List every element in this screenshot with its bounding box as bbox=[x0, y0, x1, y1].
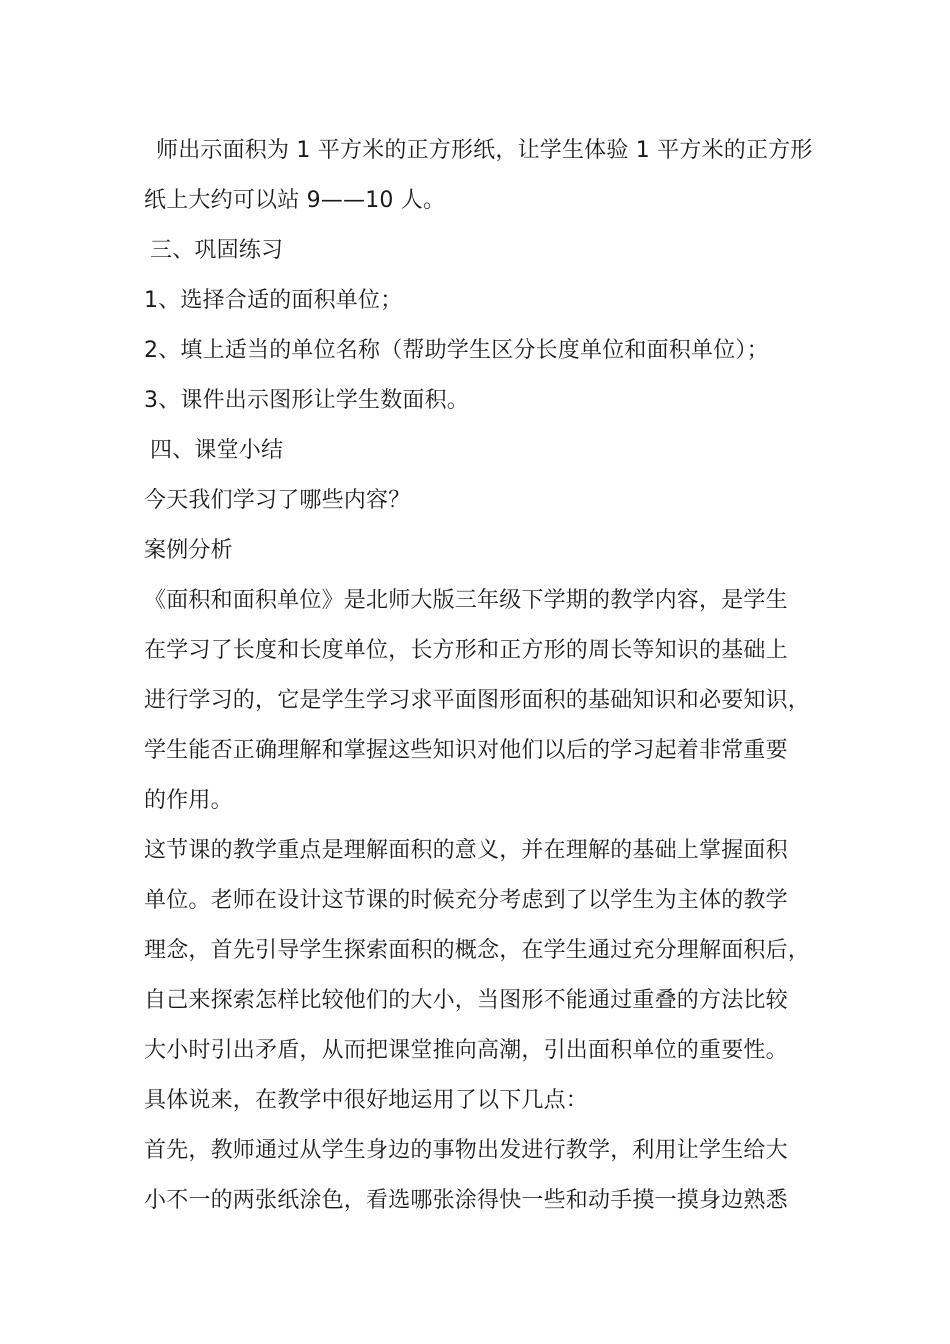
text-line: 具体说来，在教学中很好地运用了以下几点： bbox=[144, 1088, 589, 1113]
text-line: 理念，首先引导学生探索面积的概念，在学生通过充分理解面积后， bbox=[144, 938, 811, 963]
text-line: 首先，教师通过从学生身边的事物出发进行教学，利用让学生给大 bbox=[144, 1138, 788, 1163]
text-line: 自己来探索怎样比较他们的大小，当图形不能通过重叠的方法比较 bbox=[144, 988, 788, 1013]
section-heading: 案例分析 bbox=[144, 538, 233, 563]
text-line: 单位。老师在设计这节课的时候充分考虑到了以学生为主体的教学 bbox=[144, 888, 788, 913]
text-line: 学生能否正确理解和掌握这些知识对他们以后的学习起着非常重要 bbox=[144, 738, 788, 763]
list-item: 1、选择合适的面积单位； bbox=[144, 288, 403, 313]
text-line: 小不一的两张纸涂色，看选哪张涂得快一些和动手摸一摸身边熟悉 bbox=[144, 1188, 788, 1213]
text-line: 大小时引出矛盾，从而把课堂推向高潮，引出面积单位的重要性。 bbox=[144, 1038, 788, 1063]
text-line: 纸上大约可以站 9——10 人。 bbox=[144, 188, 446, 213]
text-line: 在学习了长度和长度单位，长方形和正方形的周长等知识的基础上 bbox=[144, 638, 788, 663]
document-body bbox=[144, 126, 824, 1226]
text-line: 今天我们学习了哪些内容？ bbox=[144, 488, 411, 513]
text-line: 进行学习的，它是学生学习求平面图形面积的基础知识和必要知识， bbox=[144, 688, 811, 713]
list-item: 3、课件出示图形让学生数面积。 bbox=[144, 388, 469, 413]
list-item: 2、填上适当的单位名称（帮助学生区分长度单位和面积单位）； bbox=[144, 338, 769, 363]
section-heading: 三、巩固练习 bbox=[150, 238, 284, 263]
text-line: 师出示面积为 1 平方米的正方形纸，让学生体验 1 平方米的正方形 bbox=[156, 138, 813, 163]
text-line: 的作用。 bbox=[144, 788, 233, 813]
text-line: 《面积和面积单位》是北师大版三年级下学期的教学内容，是学生 bbox=[144, 588, 788, 613]
text-line: 这节课的教学重点是理解面积的意义，并在理解的基础上掌握面积 bbox=[144, 838, 788, 863]
section-heading: 四、课堂小结 bbox=[150, 438, 284, 463]
